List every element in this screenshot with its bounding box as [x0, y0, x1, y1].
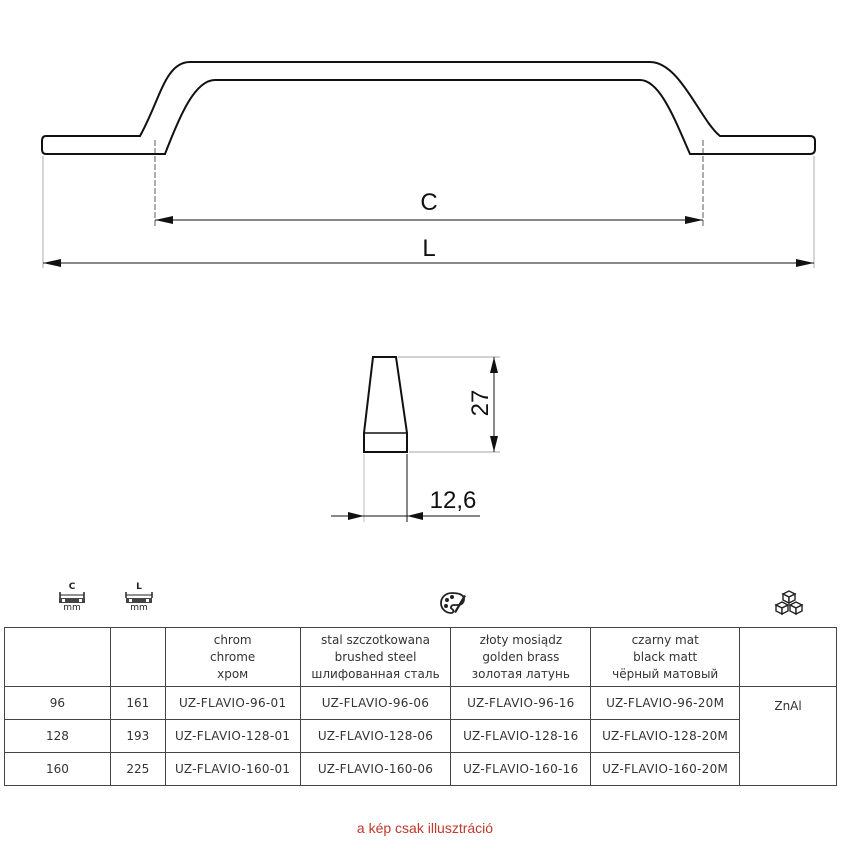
- c-icon-letter: C: [68, 582, 76, 592]
- dimension-height-label: 27: [467, 389, 494, 417]
- header-c-cell: [5, 628, 111, 687]
- l-icon-unit: mm: [130, 603, 148, 613]
- table-row: [5, 687, 837, 720]
- material-header: [740, 628, 837, 687]
- cubes-icon: [774, 589, 804, 621]
- c-value: 128: [5, 720, 111, 753]
- product-code: UZ-FLAVIO-160-16: [451, 753, 591, 786]
- product-code: UZ-FLAVIO-96-06: [300, 687, 451, 720]
- product-code: UZ-FLAVIO-128-16: [451, 720, 591, 753]
- l-icon-letter: L: [136, 582, 142, 592]
- handle-profile: [364, 357, 407, 452]
- dimension-l-label: L: [422, 235, 436, 262]
- dimension-c-label: C: [420, 189, 438, 216]
- product-code: UZ-FLAVIO-128-20M: [591, 720, 740, 753]
- finish-header: stal szczotkowana brushed steel шлифованная сталь: [300, 628, 451, 687]
- dimension-width-label: 12,6: [429, 487, 477, 514]
- product-code: UZ-FLAVIO-128-01: [165, 720, 300, 753]
- header-l-cell: [110, 628, 165, 687]
- product-code: UZ-FLAVIO-160-01: [165, 753, 300, 786]
- finish-header: chrom chrome хром: [165, 628, 300, 687]
- material-text: ZnAl: [774, 699, 802, 713]
- product-code: UZ-FLAVIO-128-06: [300, 720, 451, 753]
- table-header-row: [5, 628, 837, 687]
- material-value: [740, 687, 837, 786]
- product-code: UZ-FLAVIO-96-01: [165, 687, 300, 720]
- product-code: UZ-FLAVIO-96-16: [451, 687, 591, 720]
- palette-icon: [440, 591, 466, 619]
- product-code: UZ-FLAVIO-160-20M: [591, 753, 740, 786]
- c-value: 160: [5, 753, 111, 786]
- finish-header: złoty mosiądz golden brass золотая латунь: [451, 628, 591, 687]
- product-code: UZ-FLAVIO-160-06: [300, 753, 451, 786]
- handle-outer-outline: [42, 62, 815, 154]
- c-dimension-icon: [58, 583, 86, 613]
- c-value: 96: [5, 687, 111, 720]
- l-dimension-icon: [125, 583, 153, 613]
- illustration-caption: a kép csak illusztráció: [356, 820, 494, 836]
- finish-header: czarny mat black matt чёрный матовый: [591, 628, 740, 687]
- product-spec-table: [4, 627, 837, 786]
- l-value: 161: [110, 687, 165, 720]
- table-row: [5, 753, 837, 786]
- l-value: 225: [110, 753, 165, 786]
- l-value: 193: [110, 720, 165, 753]
- c-icon-unit: mm: [63, 603, 81, 613]
- product-code: UZ-FLAVIO-96-20M: [591, 687, 740, 720]
- table-row: [5, 720, 837, 753]
